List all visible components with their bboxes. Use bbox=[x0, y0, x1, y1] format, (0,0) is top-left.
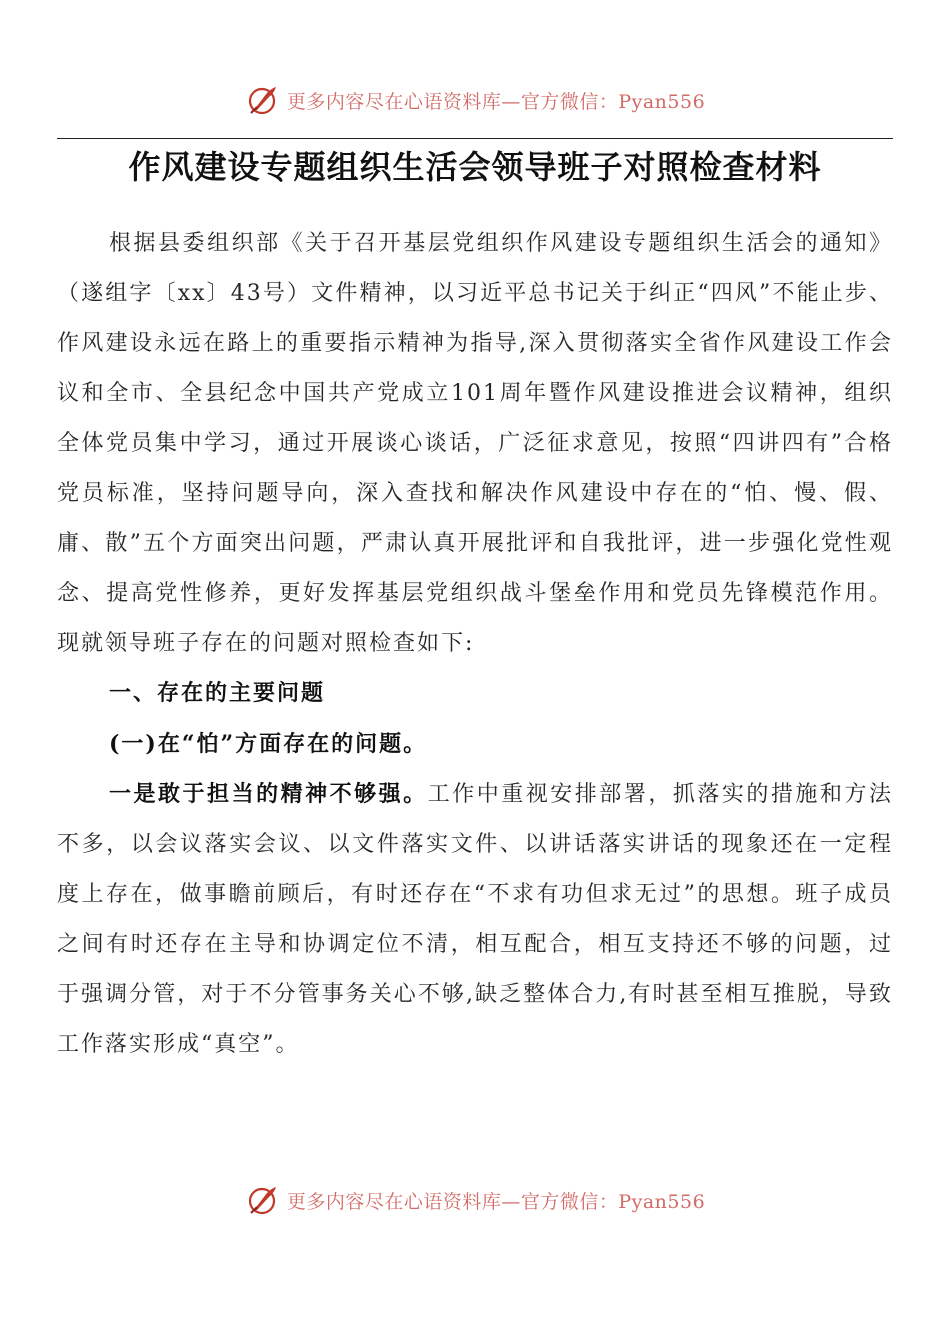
footer-banner bbox=[0, 1182, 950, 1218]
feather-pen-logo-icon bbox=[245, 83, 279, 117]
subsection-heading: (一)在“怕”方面存在的问题。 bbox=[109, 731, 428, 757]
document-title: 作风建设专题组织生活会领导班子对照检查材料 bbox=[128, 148, 822, 186]
section-heading: 一、存在的主要问题 bbox=[109, 681, 326, 706]
header-rule bbox=[57, 138, 893, 139]
document-body bbox=[57, 219, 893, 1070]
banner-text: 更多内容尽在心语资料库—官方微信：Pyan556 bbox=[286, 1190, 706, 1213]
header-banner bbox=[0, 82, 950, 118]
intro-paragraph: 根据县委组织部《关于召开基层党组织作风建设专题组织生活会的通知》（遂组字〔xx〕43号）文件精神，以习近平总书记关于纠正“四风”不能止步、作风建设永远在路上的重要指示精神为指导,深入贯彻落实全省作风建设工作会议和全市、全县纪念中国共产党成立101周年暨作风建设推进会议精神，组织全体党员集中学习，通过开展谈心谈话，广泛征求意见，按照“四讲四有”合格党员标准，坚持问题导向，深入查找和解决作风建设中存在的“怕、慢、假、庸、散”五个方面突出问题，严肃认真开展批评和自我批评，进一步强化党性观念、提高党性修养，更好发挥基层党组织战斗堡垒作用和党员先锋模范作用。现就领导班子存在的问题对照检查如下: bbox=[57, 231, 893, 656]
feather-pen-logo-icon bbox=[245, 1183, 279, 1217]
banner-text: 更多内容尽在心语资料库—官方微信：Pyan556 bbox=[286, 90, 706, 113]
point-paragraph bbox=[57, 769, 893, 1070]
point-text: 工作中重视安排部署，抓落实的措施和方法不多，以会议落实会议、以文件落实文件、以讲话落实讲话的现象还在一定程度上存在，做事瞻前顾后，有时还存在“不求有功但求无过”的思想。班子成员之间有时还存在主导和协调定位不清，相互配合，相互支持还不够的问题，过于强调分管，对于不分管事务关心不够,缺乏整体合力,有时甚至相互推脱，导致工作落实形成“真空”。 bbox=[57, 782, 893, 1057]
point-lead: 一是敢于担当的精神不够强。 bbox=[109, 781, 428, 807]
